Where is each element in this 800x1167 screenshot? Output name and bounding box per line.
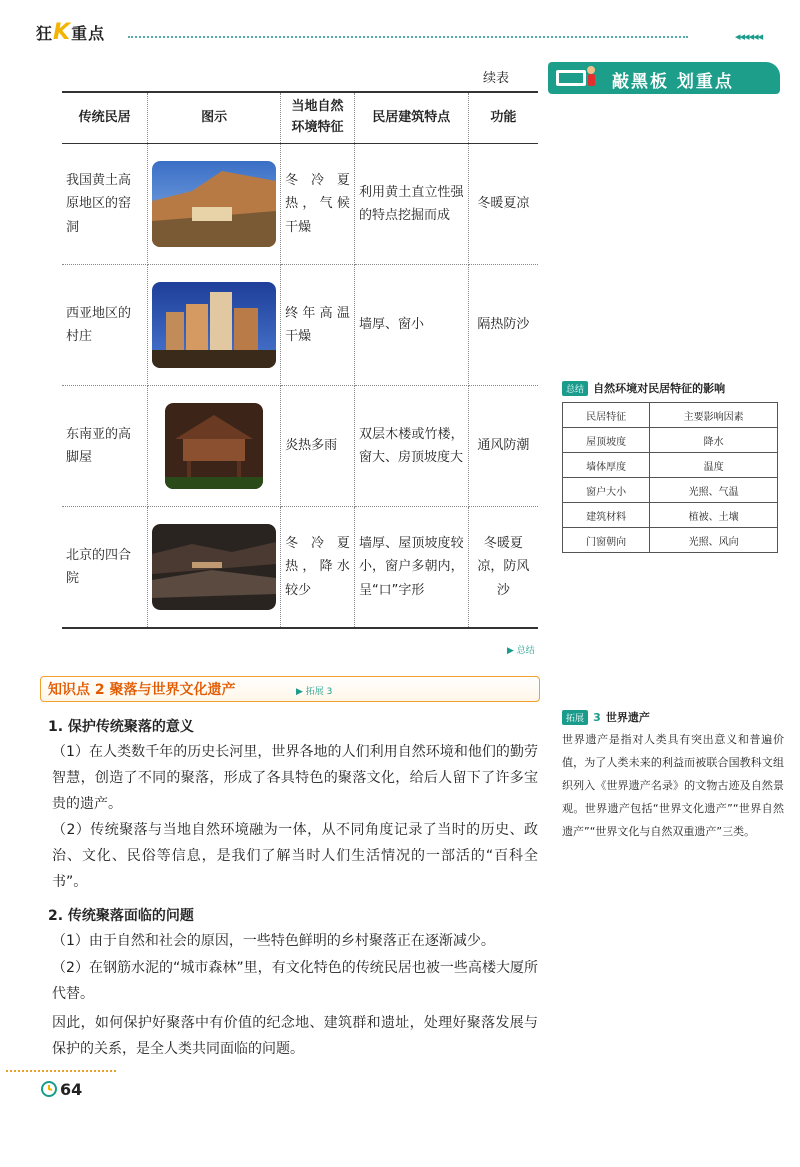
west-asia-village-photo [152, 282, 276, 368]
side-table-cell: 光照、风向 [650, 528, 778, 553]
side-table-header [563, 403, 778, 428]
section-heading: 1. 保护传统聚落的意义 [48, 719, 194, 735]
teacher-icon [554, 64, 598, 92]
environment-feature: 炎热多雨 [281, 386, 355, 507]
side-summary-heading [562, 377, 725, 396]
section-heading: 2. 传统聚落面临的问题 [48, 908, 194, 924]
summary-tag: 总结 [562, 381, 588, 396]
page-clock-icon [40, 1080, 58, 1098]
dwelling-photo-cell [148, 507, 281, 629]
stilt-house-photo [165, 403, 263, 489]
table-row [62, 507, 538, 629]
page-number: 64 [60, 1080, 83, 1099]
summary-link[interactable]: ▶ 总结 [507, 646, 535, 656]
extension-tag: 拓展 [562, 710, 588, 725]
side-table-row [563, 428, 778, 453]
paragraph: （1）由于自然和社会的原因，一些特色鲜明的乡村聚落正在逐渐减少。 [52, 933, 495, 949]
side-table-cell: 屋顶坡度 [563, 428, 650, 453]
dwelling-function: 通风防潮 [468, 386, 538, 507]
extension-number: 3 [593, 711, 601, 724]
table-header-cell: 传统民居 [62, 92, 148, 144]
paragraph: （2）传统聚落与当地自然环境融为一体，从不同角度记录了当时的历史、政治、文化、民俗等信息，是我们了解当时人们生活情况的一部活的“百科全书”。 [52, 822, 538, 890]
side-table-cell: 门窗朝向 [563, 528, 650, 553]
environment-feature: 冬冷夏热，气候干燥 [281, 144, 355, 265]
side-table-cell: 温度 [650, 453, 778, 478]
paragraph: 因此，如何保护好聚落中有价值的纪念地、建筑群和遗址，处理好聚落发展与保护的关系，是全人类共同面临的问题。 [52, 1015, 538, 1057]
logo-char: 狂 [36, 24, 54, 43]
logo-k: K [53, 20, 72, 45]
environment-feature: 终年高温干燥 [281, 265, 355, 386]
dwelling-name: 北京的四合院 [62, 507, 148, 629]
traditional-dwellings-table [62, 91, 538, 629]
header-dotted-line [128, 36, 688, 38]
building-feature: 墙厚、窗小 [354, 265, 468, 386]
side-banner-title: 敲黑板 划重点 [612, 72, 734, 92]
dwelling-photo-cell [148, 265, 281, 386]
knowledge-point-title: 知识点 2 聚落与世界文化遗产 [48, 682, 236, 698]
table-row [62, 386, 538, 507]
side-table-cell: 民居特征 [563, 403, 650, 428]
header-arrows: ◂◂◂◂◂◂ [735, 30, 763, 43]
dwelling-photo-cell [148, 144, 281, 265]
side-table-row [563, 478, 778, 503]
table-row [62, 265, 538, 386]
table-header-cell: 图示 [148, 92, 281, 144]
paragraph: （1）在人类数千年的历史长河里，世界各地的人们利用自然环境和他们的勤劳智慧，创造了不同的聚落，形成了各具特色的聚落文化，给后人留下了许多宝贵的遗产。 [52, 744, 538, 812]
dwelling-name: 我国黄土高原地区的窑洞 [62, 144, 148, 265]
paragraph: （2）在钢筋水泥的“城市森林”里，有文化特色的传统民居也被一些高楼大厦所代替。 [52, 960, 538, 1002]
table-header-cell: 当地自然环境特征 [281, 92, 355, 144]
side-table-cell: 光照、气温 [650, 478, 778, 503]
world-heritage-text: 世界遗产是指对人类具有突出意义和普遍价值，为了人类未来的利益而被联合国教科文组织列入《世界遗产名录》的文物古迹及自然景观。世界遗产包括“世界文化遗产”“世界自然遗产”“世界文化与自然双重遗产”三类。 [562, 733, 784, 838]
side-table-cell: 植被、土壤 [650, 503, 778, 528]
table-header-cell: 民居建筑特点 [354, 92, 468, 144]
table-header-row [62, 92, 538, 144]
extension-link[interactable]: ▶ 拓展 3 [296, 687, 333, 697]
dwelling-function: 冬暖夏凉，防风沙 [468, 507, 538, 629]
table-continued-label: 续表 [483, 71, 510, 86]
dwelling-function: 隔热防沙 [468, 265, 538, 386]
side-table-cell: 降水 [650, 428, 778, 453]
side-table-cell: 主要影响因素 [650, 403, 778, 428]
side-table-cell: 建筑材料 [563, 503, 650, 528]
building-feature: 利用黄土直立性强的特点挖掘而成 [354, 144, 468, 265]
dwelling-photo-cell [148, 386, 281, 507]
logo-text: 重点 [71, 24, 106, 43]
side-table-row [563, 528, 778, 553]
building-feature: 墙厚、屋顶坡度较小，窗户多朝内，呈“口”字形 [354, 507, 468, 629]
dwelling-name: 西亚地区的村庄 [62, 265, 148, 386]
side-extension-heading [562, 706, 650, 725]
building-feature: 双层木楼或竹楼，窗大、房顶坡度大 [354, 386, 468, 507]
side-table-row [563, 453, 778, 478]
environment-influence-table [562, 402, 778, 553]
environment-feature: 冬冷夏热，降水较少 [281, 507, 355, 629]
dwelling-name: 东南亚的高脚屋 [62, 386, 148, 507]
side-table-row [563, 503, 778, 528]
table-row [62, 144, 538, 265]
side-summary-title: 自然环境对民居特征的影响 [593, 382, 726, 395]
book-logo [36, 20, 105, 45]
cave-dwelling-photo [152, 161, 276, 247]
table-header-cell: 功能 [468, 92, 538, 144]
footer-dotted-line [6, 1070, 116, 1072]
side-table-cell: 墙体厚度 [563, 453, 650, 478]
extension-title: 世界遗产 [605, 711, 650, 724]
side-table-cell: 窗户大小 [563, 478, 650, 503]
dwelling-function: 冬暖夏凉 [468, 144, 538, 265]
siheyuan-photo [152, 524, 276, 610]
